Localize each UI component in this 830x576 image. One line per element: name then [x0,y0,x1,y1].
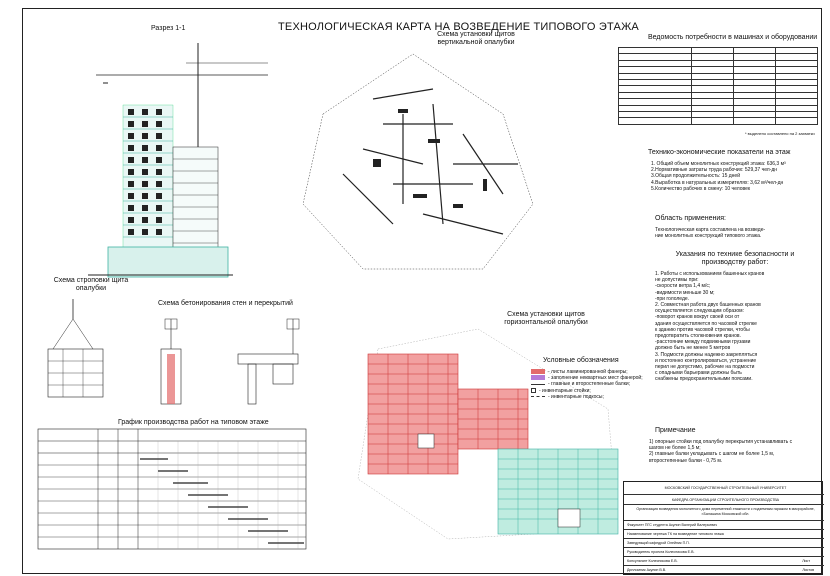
notes-line: второстепенные балки - 0,75 м. [649,457,723,464]
title-block [623,481,823,575]
tb-name: ПГС студента [644,523,668,527]
safety-line: предотвратить столкновения кранов. [655,333,741,340]
section-drawing [68,37,228,287]
equipment-note: * выделено составлено на 2 захватки [745,131,815,136]
notes-line: 1) опорные стойки под опалубку перекрытия устанавливать с [649,439,793,445]
legend [531,369,643,400]
tech-econ-list [651,161,786,192]
tb-name: Олейник П.П. [667,541,690,545]
tb-row-3 [624,547,824,556]
legend-swatch-fill [531,375,545,380]
tb-role: Дипломник [627,568,646,572]
schedule-grid [38,429,308,559]
legend-label: - главные и второстепенные балки; [548,381,631,388]
tb-extra: Акулин Валерий Валерьевич [668,523,718,527]
vertical-scheme-caption: Схема установки щитов вертикальной опалубки [437,31,515,46]
concreting-drawing [143,314,313,414]
drawing-sheet [22,8,822,574]
safety-line: должно быть не менее 5 метров [655,345,731,352]
legend-swatch-plywood [531,369,545,374]
horizontal-scheme-caption: Схема установки щитов горизонтальной опалубки [504,311,588,326]
safety-line: к зданию против часовой стрелки, чтобы [655,326,750,333]
safety-line: -при гололеде. [655,295,690,302]
tech-econ-item: 1. Общий объем монолитных конструкций этажа: 636,3 м³ [651,161,786,167]
tb-role: Наименование чертежа [627,532,667,536]
safety-line: с опадными барьерами должны быть [655,370,742,377]
tb-row-4 [624,556,824,565]
legend-item [531,394,643,400]
safety-line: -видимости меньше 30 м; [655,289,715,296]
department-name: КАФЕДРА ОРГАНИЗАЦИИ СТРОИТЕЛЬНОГО ПРОИЗВОДСТВА [624,494,824,504]
tb-row-1 [624,529,824,538]
application-line: ние монолитных конструкций типового этажа. [655,233,762,240]
university-name: МОСКОВСКИЙ ГОСУДАРСТВЕННЫЙ СТРОИТЕЛЬНЫЙ УНИВЕРСИТЕТ [664,486,787,490]
safety-line: осуществляется следующим образом: [655,308,745,315]
schedule-caption: График производства работ на типовом этаже [118,419,269,426]
tb-name: Колесникова Е.В. [665,550,695,554]
equipment-table [618,47,818,125]
tb-name: ТК на возведение типового этажа [667,532,724,536]
legend-swatch-beams [531,384,545,385]
safety-line: снабжены предохранительными поясами. [655,376,753,383]
legend-swatch-braces [531,396,545,397]
safety-line: и постоянно контролироваться, устранение [655,357,757,364]
safety-line: -расстояние между подвижными грузами [655,339,751,346]
application-text [655,227,765,239]
safety-text [655,271,764,383]
tech-econ-caption: Технико-экономические показатели на этаж [648,149,791,156]
safety-line: перил не допустимо, рабочие на подмости [655,364,755,371]
tb-row-5 [624,565,824,574]
slinging-caption: Схема строповки щита опалубки [53,277,129,292]
safety-caption: Указания по технике безопасности и производству работ: [675,251,795,266]
tb-role: Факультет [627,523,644,527]
tb-extra: Лист [802,559,810,563]
tb-name: Колесникова Е.В. [648,559,678,563]
tb-row-2 [624,538,824,547]
tb-role: Руководитель проекта [627,550,665,554]
tech-econ-item: 5.Количество рабочих в смену: 10 человек [651,185,751,192]
legend-label: - инвентарные подкосы; [548,393,604,400]
tb-extra: Листов [802,568,814,572]
tech-econ-item: 4.Выработка в натуральных измерителях: 3,62 м³/чел-дн [651,179,784,186]
notes-line: шагом не более 1,5 м; [649,445,701,452]
page-title: ТЕХНОЛОГИЧЕСКАЯ КАРТА НА ВОЗВЕДЕНИЕ ТИПОВОГО ЭТАЖА [278,21,639,33]
tech-econ-item: 2.Нормативные затраты труда рабочих: 529,37 чел-дн [651,167,778,174]
legend-label: - инвентарные стойки; [539,387,591,394]
safety-line: 2. Совместная работа двух башенных кранов [655,302,761,309]
notes-line: 2) главные балки укладывать с шагом не более 1,5 м, [649,451,775,458]
safety-line: 3. Подмости должны надежно закрепляться [655,351,758,358]
legend-label: - заполнение неквартных мест фанерой; [548,375,643,382]
slinging-drawing [43,299,123,409]
section-caption: Разрез 1-1 [151,25,186,32]
tb-role: Консультант [627,559,648,563]
legend-label: - листы ламинированной фанеры; [548,369,628,375]
legend-caption: Условные обозначения [543,357,619,364]
equipment-caption: Ведомость потребности в машинах и оборудовании [648,34,818,41]
tb-name: Акулин В.В. [646,568,667,572]
application-caption: Область применения: [655,215,726,222]
safety-line: здания осуществляется по часовой стрелке [655,320,757,327]
project-name: Организация возведения монолитного дома переменной этажности с подземным гаражом в микрорайоне, г.Балашиха Московской обл. [624,504,824,518]
safety-line: -скорости ветра 1,4 м/с; [655,283,711,290]
notes-text [649,439,792,464]
application-line: Технологическая карта составлена на возведе- [655,227,766,233]
safety-line: -поворот кранов вокруг своей оси от [655,314,740,321]
concreting-caption: Схема бетонирования стен и перекрытий [158,300,293,307]
tb-role: Заведующий кафедрой [627,541,667,545]
safety-line: 1. Работы с использованием башенных кранов [655,271,765,277]
legend-swatch-props [531,388,536,393]
tech-econ-item: 3.Общая продолжительность: 15 дней [651,173,741,180]
vertical-formwork-plan [303,54,533,274]
safety-line: не допустимы при: [655,277,699,284]
notes-caption: Примечание [655,427,696,434]
tb-row-0 [624,520,824,529]
